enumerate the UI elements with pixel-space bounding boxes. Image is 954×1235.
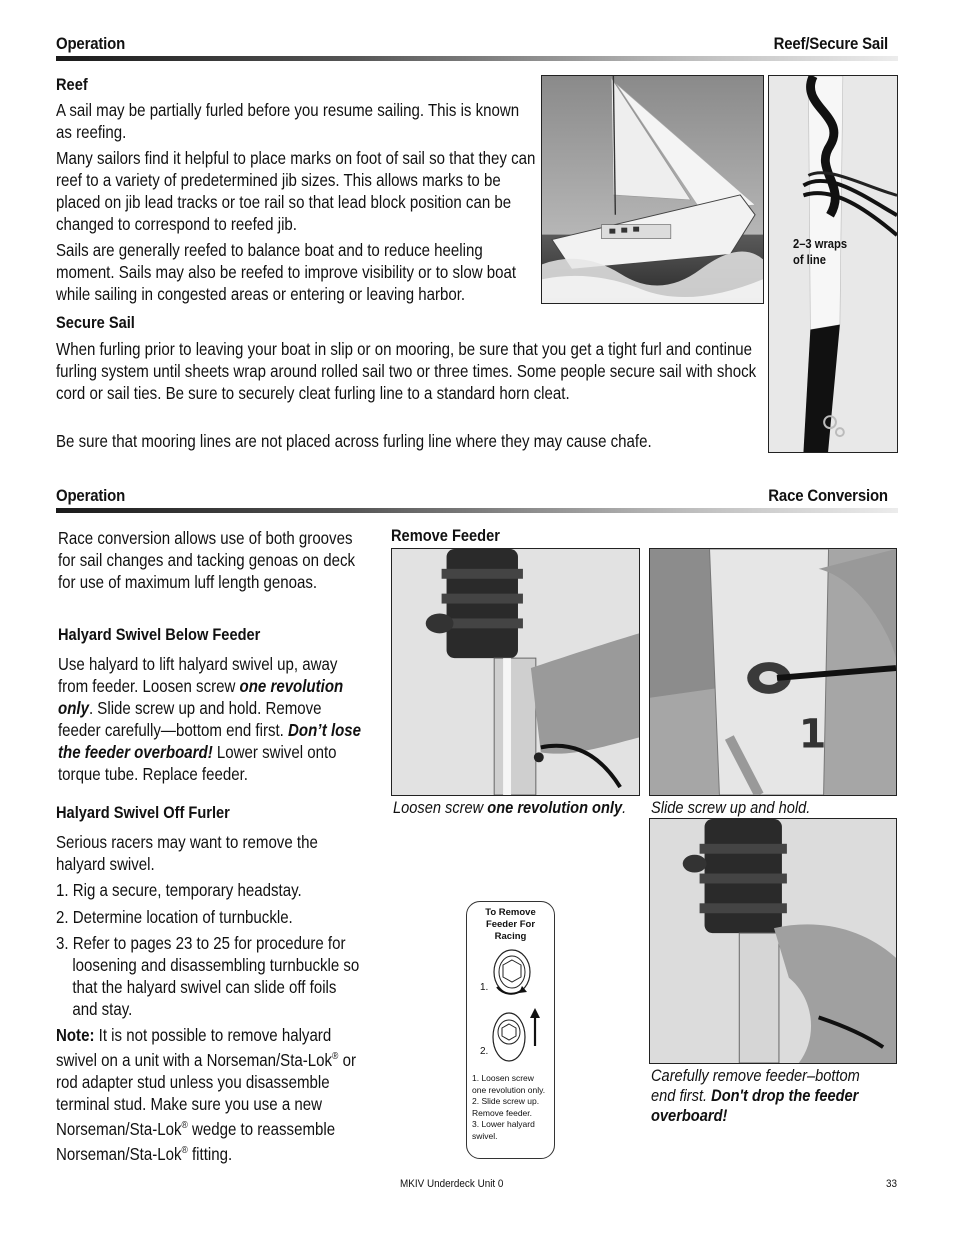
label-instructions: 1. Loosen screw one revolution only. 2. Slide screw up. Remove feeder. 3. Lower halyard swivel. [472, 1073, 546, 1141]
reef-heading: Reef [56, 75, 88, 94]
step-3: 3. Refer to pages 23 to 25 for procedure for loosening and disassembling turnbuckle so that the halyard swivel can slide off foils and stay. [56, 933, 360, 1019]
off-furler-intro: Serious racers may want to remove the halyard swivel. [56, 832, 318, 874]
section-label-operation-2: Operation [56, 486, 126, 505]
slide-screw-photo [649, 548, 897, 796]
wraps-label-line-2: of line [793, 252, 826, 267]
label-step-1-number: 1. [480, 982, 489, 993]
page-number: 33 [886, 1178, 898, 1190]
footer-doc-title: MKIV Underdeck Unit 0 [400, 1178, 504, 1190]
section-title-reef-secure: Reef/Secure Sail [773, 34, 888, 53]
header-rule [56, 56, 898, 61]
note-text: Note: It is not possible to remove halyard swivel on a unit with a Norseman/Sta-Lok® or rod adapter stud unless you disassemble terminal stud. Make sure you use a new Norseman/Sta-Lok® wedge to reassemble Norseman/Sta-Lok® fitting. [56, 1025, 356, 1164]
wraps-label-line-1: 2–3 wraps [793, 236, 848, 251]
section-title-race-conversion: Race Conversion [768, 486, 888, 505]
secure-paragraph-2: Be sure that mooring lines are not placed across furling line where they may cause chafe. [56, 431, 652, 451]
svg-text:1: 1 [798, 711, 827, 758]
remove-feeder-heading: Remove Feeder [391, 526, 500, 545]
label-step-2-number: 2. [480, 1046, 489, 1057]
below-feeder-heading: Halyard Swivel Below Feeder [58, 625, 261, 644]
section-label-operation: Operation [56, 34, 126, 53]
race-intro: Race conversion allows use of both grooves for sail changes and tacking genoas on deck for use of maximum luff length genoas. [58, 528, 356, 592]
header-rule-2 [56, 508, 898, 513]
secure-sail-heading: Secure Sail [56, 313, 135, 332]
secure-paragraph-1: When furling prior to leaving your boat in slip or on mooring, be sure that you get a tight furl and continue furling system until sheets wrap around rolled sail two or three times. Some people secure sail with shock cord or sail ties. Be sure to securely cleat furling line to a standard horn cleat. [56, 339, 757, 403]
reef-paragraph-1: A sail may be partially furled before you resume sailing. This is known as reefing. [56, 100, 520, 142]
sailboat-photo [541, 75, 764, 304]
step-1: 1. Rig a secure, temporary headstay. [56, 880, 302, 900]
step-2: 2. Determine location of turnbuckle. [56, 907, 293, 927]
feeder-removal-label [466, 901, 555, 1159]
furled-sail-photo [768, 75, 898, 453]
label-title: To Remove Feeder For Racing [485, 907, 536, 942]
reef-paragraph-2: Many sailors find it helpful to place marks on foot of sail so that they can reef to a variety of predetermined jib sizes. This allows marks to be placed on jib lead tracks or toe rail so that lead block position can be changed to correspond to reefed jib. [56, 148, 536, 234]
below-feeder-text: Use halyard to lift halyard swivel up, away from feeder. Loosen screw one revolution only. Slide screw up and hold. Remove feeder carefully—bottom end first. Don’t lose the feeder overboard! Lower swivel onto torque tube. Replace feeder. [58, 654, 362, 784]
reef-paragraph-3: Sails are generally reefed to balance boat and to reduce heeling moment. Sails may also be reefed to improve visibility or to slow boat while sailing in congested areas or entering or leaving harbor. [56, 240, 517, 304]
off-furler-heading: Halyard Swivel Off Furler [56, 803, 230, 822]
caption-slide-screw: Slide screw up and hold. [651, 798, 811, 817]
remove-feeder-photo [649, 818, 897, 1064]
wraps-label [793, 236, 847, 268]
caption-remove-feeder: Carefully remove feeder–bottom end first. Don't drop the feeder overboard! [651, 1066, 860, 1125]
caption-loosen-screw: Loosen screw one revolution only. [393, 798, 627, 817]
loosen-screw-photo [391, 548, 640, 796]
